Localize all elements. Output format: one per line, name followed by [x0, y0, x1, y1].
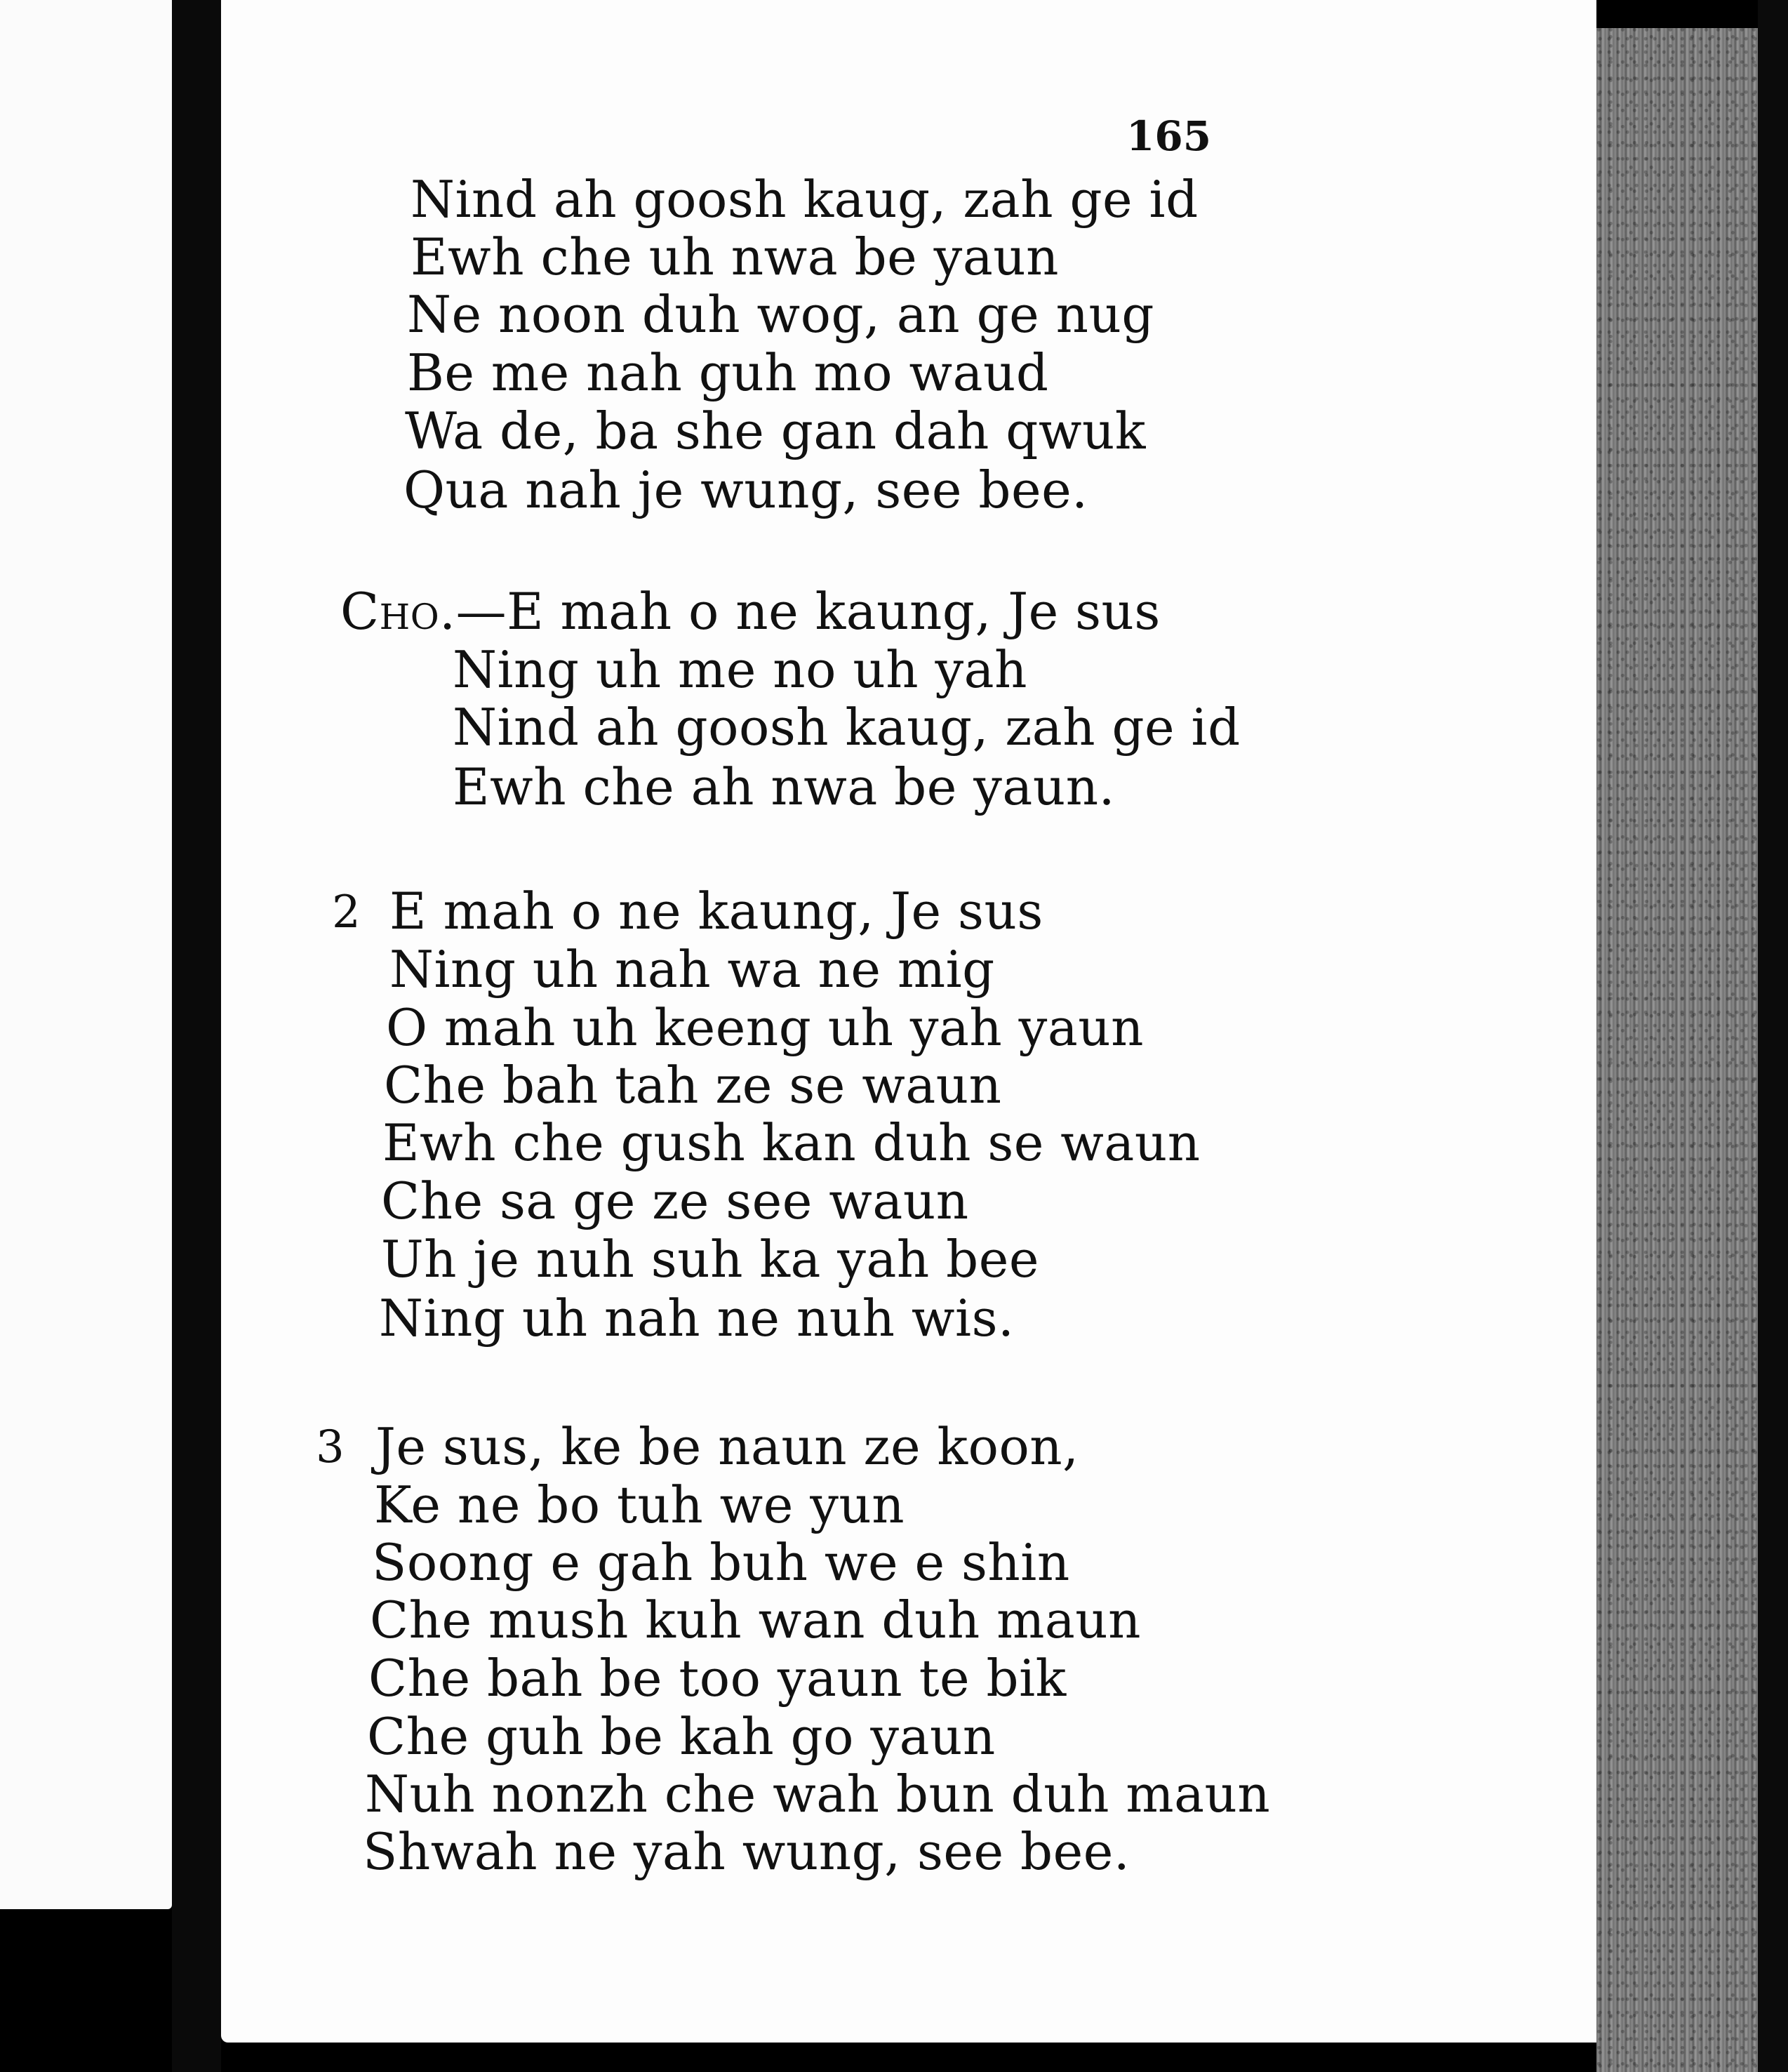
verse-line: Je sus, ke be naun ze koon, [375, 1417, 1079, 1476]
page-edges-texture [1596, 28, 1758, 2072]
verse-line: Nuh nonzh che wah bun duh maun [365, 1765, 1271, 1824]
verse-line: Che bah tah ze se waun [384, 1056, 1002, 1115]
verse-line: Be me nah guh mo waud [407, 343, 1049, 402]
verse-line: Nind ah goosh kaug, zah ge id [453, 698, 1241, 757]
verse-line: Ning uh nah ne nuh wis. [379, 1289, 1015, 1348]
verse-number: 3 [316, 1421, 345, 1473]
verse-line: Ning uh nah wa ne mig [389, 940, 995, 999]
chorus-first-line [340, 582, 1161, 641]
verse-line: —E mah o ne kaung, Je sus [455, 582, 1161, 641]
verse-line: O mah uh keeng uh yah yaun [386, 998, 1145, 1057]
verse-line: Che mush kuh wan duh maun [370, 1590, 1142, 1649]
verse-line: Uh je nuh suh ka yah bee [381, 1230, 1039, 1289]
verse-line: Ne noon duh wog, an ge nug [407, 285, 1154, 344]
book-gutter [172, 0, 221, 2072]
right-page [221, 0, 1596, 2043]
page-number: 165 [1126, 112, 1212, 160]
scan-border-right [1758, 0, 1788, 2072]
left-page-fragment [0, 0, 172, 1909]
verse-line: Ning uh me no uh yah [453, 640, 1027, 699]
verse-line: Ewh che ah nwa be yaun. [453, 757, 1115, 816]
page-edges-speckle [1596, 28, 1758, 2072]
verse-line: Qua nah je wung, see bee. [403, 460, 1088, 519]
verse-line: Ke ne bo tuh we yun [374, 1475, 905, 1534]
verse-line: Wa de, ba she gan dah qwuk [405, 401, 1147, 460]
verse-line: E mah o ne kaung, Je sus [389, 882, 1043, 941]
verse-line: Ewh che gush kan duh se waun [382, 1113, 1201, 1172]
verse-line: Shwah ne yah wung, see bee. [363, 1822, 1130, 1881]
verse-line: Che sa ge ze see waun [381, 1171, 969, 1230]
verse-line: Ewh che uh nwa be yaun [411, 227, 1060, 286]
verse-number: 2 [332, 886, 361, 938]
verse-line: Che guh be kah go yaun [367, 1707, 996, 1766]
verse-line: Nind ah goosh kaug, zah ge id [411, 170, 1199, 229]
verse-line: Che bah be too yaun te bik [368, 1649, 1067, 1708]
verse-line: Soong e gah buh we e shin [372, 1533, 1070, 1592]
chorus-label: Cho. [340, 582, 456, 641]
